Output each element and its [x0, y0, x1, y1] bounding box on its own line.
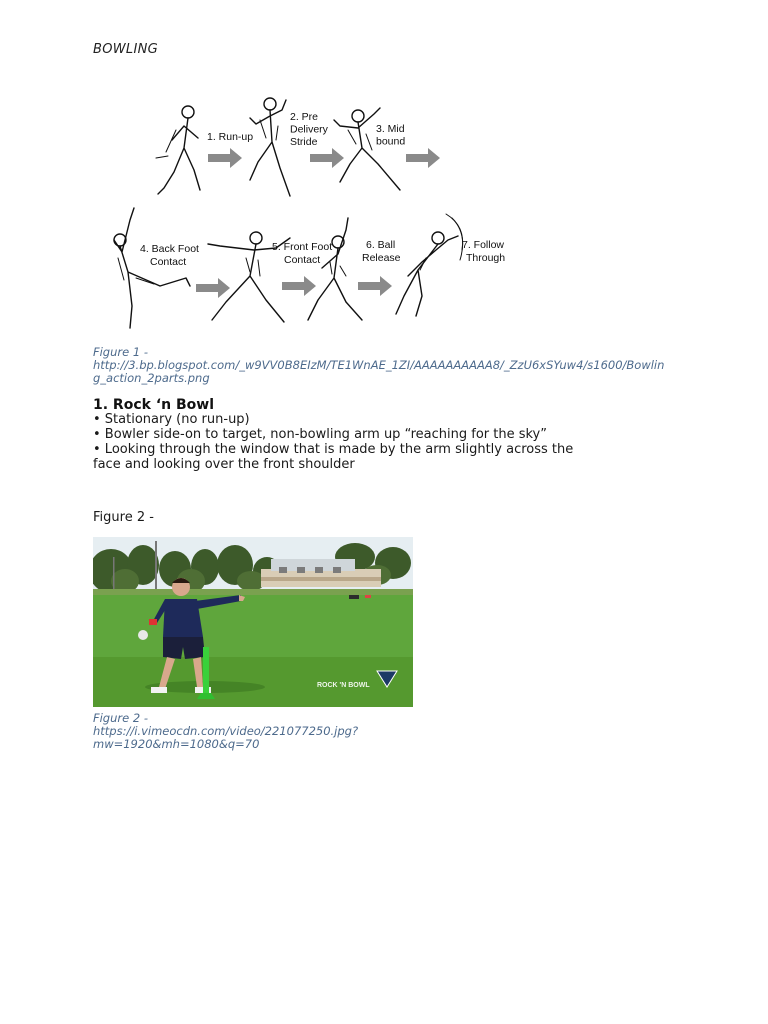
arrow-icon [208, 148, 242, 168]
caption-url-line: https://i.vimeocdn.com/video/221077250.jpg? [93, 724, 359, 738]
bowling-action-figure [100, 90, 520, 335]
arrow-icon [196, 278, 230, 298]
bullet-item-continuation: face and looking over the front shoulder [93, 457, 355, 472]
stage-label-release: 6. Ball Release [362, 239, 401, 264]
caption-line: Figure 1 - [93, 345, 148, 359]
bullet-item: • Bowler side-on to target, non-bowling arm up “reaching for the sky” [93, 427, 547, 442]
page-title: BOWLING [93, 42, 158, 57]
stage-label-predelivery: 2. Pre Delivery Stride [290, 111, 328, 148]
stage-label-runup: 1. Run-up [207, 131, 254, 143]
bullet-item: • Stationary (no run-up) [93, 412, 250, 427]
bowler-photo [93, 537, 413, 707]
bowler-figure-followthrough [396, 214, 463, 316]
bowler-figure-midbound [334, 108, 400, 190]
stage-label-midbound: 3. Mid bound [376, 123, 406, 148]
figure2-caption [93, 712, 358, 751]
figure2-label: Figure 2 - [93, 510, 154, 525]
section-heading: 1. Rock ‘n Bowl [93, 397, 214, 413]
bullet-item: • Looking through the window that is made by the arm slightly across the [93, 442, 574, 457]
bowler-figure-runup [156, 106, 200, 194]
arrow-icon [282, 276, 316, 296]
bowler-figure-release [308, 218, 362, 320]
caption-url-line: mw=1920&mh=1080&q=70 [93, 737, 260, 751]
bowler-figure-backfoot [114, 208, 190, 328]
stage-label-followthrough: 7. Follow Through [462, 239, 506, 264]
svg-text:ROCK 'N BOWL: ROCK 'N BOWL [317, 682, 370, 689]
stumps [203, 647, 209, 699]
arrow-icon [358, 276, 392, 296]
caption-url-line: g_action_2parts.png [93, 371, 210, 385]
bullet-list [93, 412, 573, 472]
figure1-caption [93, 346, 664, 385]
arrow-icon [406, 148, 440, 168]
arrow-icon [310, 148, 344, 168]
stage-label-backfoot: 4. Back Foot Contact [140, 243, 199, 268]
caption-url-line: http://3.bp.blogspot.com/_w9VV0B8EIzM/TE1WnAE_1ZI/AAAAAAAAAA8/_ZzU6xSYuw4/s1600/Bowlin [93, 358, 665, 372]
caption-line: Figure 2 - [93, 711, 148, 725]
bowler-figure-predelivery [250, 98, 290, 196]
stage-label-frontfoot: 5. Front Foot Contact [272, 241, 333, 266]
